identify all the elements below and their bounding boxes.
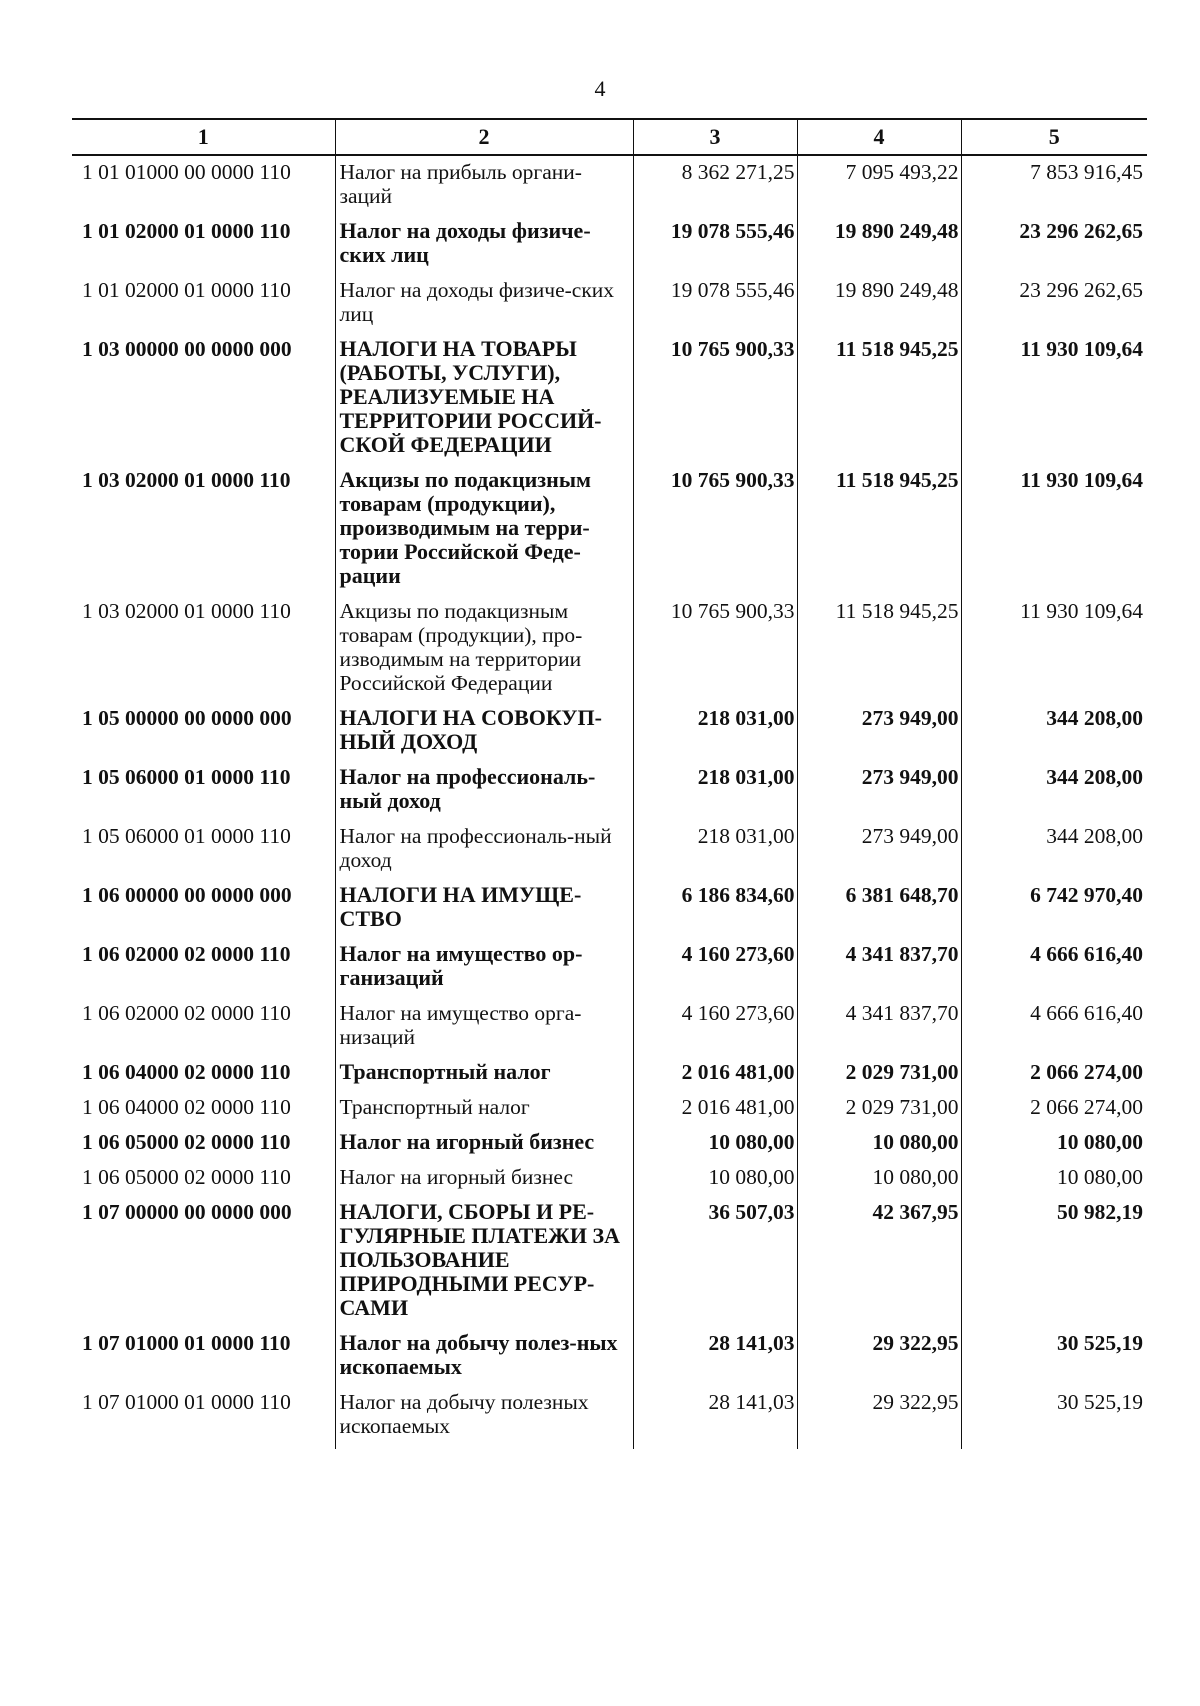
amount-year-2-cell: 4 341 837,70	[797, 942, 961, 1001]
table-row-summary	[72, 883, 1147, 942]
budget-code-cell: 1 06 05000 02 0000 110	[82, 1165, 291, 1189]
amount-year-3-cell: 4 666 616,40	[961, 1001, 1147, 1060]
budget-code-cell: 1 01 02000 01 0000 110	[82, 219, 291, 243]
budget-code-cell: 1 03 02000 01 0000 110	[82, 468, 291, 492]
amount-year-2-cell: 19 890 249,48	[797, 278, 961, 337]
revenue-name-cell: НАЛОГИ НА ИМУЩЕ-СТВО	[335, 883, 633, 942]
budget-code-cell: 1 07 01000 01 0000 110	[82, 1331, 291, 1355]
table-row	[72, 155, 1147, 219]
table-row-summary	[72, 468, 1147, 599]
revenue-name-cell: Транспортный налог	[335, 1095, 633, 1130]
table-row	[72, 278, 1147, 337]
column-header-year-3: 5	[961, 119, 1147, 155]
amount-year-2-cell: 11 518 945,25	[797, 337, 961, 468]
amount-year-3-cell: 23 296 262,65	[961, 219, 1147, 278]
amount-year-2-cell: 42 367,95	[797, 1200, 961, 1331]
amount-year-2-cell: 6 381 648,70	[797, 883, 961, 942]
revenue-name-cell: НАЛОГИ НА ТОВАРЫ (РАБОТЫ, УСЛУГИ), РЕАЛИЗУЕМЫЕ НА ТЕРРИТОРИИ РОССИЙ-СКОЙ ФЕДЕРАЦИИ	[335, 337, 633, 468]
budget-revenue-table	[72, 118, 1147, 1449]
budget-code-cell: 1 05 06000 01 0000 110	[82, 824, 291, 848]
table-row-summary	[72, 1060, 1147, 1095]
revenue-name-cell: Налог на доходы физиче-ских лиц	[335, 278, 633, 337]
amount-year-1-cell: 10 765 900,33	[633, 337, 797, 468]
revenue-name-cell: Налог на доходы физиче-ских лиц	[335, 219, 633, 278]
amount-year-3-cell: 11 930 109,64	[961, 468, 1147, 599]
table-row-summary	[72, 765, 1147, 824]
amount-year-1-cell: 218 031,00	[633, 824, 797, 883]
budget-code-cell: 1 07 01000 01 0000 110	[82, 1390, 291, 1414]
budget-code-cell: 1 05 00000 00 0000 000	[82, 706, 292, 730]
budget-code-cell: 1 03 02000 01 0000 110	[82, 599, 291, 623]
amount-year-3-cell: 344 208,00	[961, 824, 1147, 883]
amount-year-2-cell: 10 080,00	[797, 1165, 961, 1200]
revenue-name-cell: НАЛОГИ, СБОРЫ И РЕ-ГУЛЯРНЫЕ ПЛАТЕЖИ ЗА ПОЛЬЗОВАНИЕ ПРИРОДНЫМИ РЕСУР-САМИ	[335, 1200, 633, 1331]
revenue-name-cell: НАЛОГИ НА СОВОКУП-НЫЙ ДОХОД	[335, 706, 633, 765]
amount-year-1-cell: 10 765 900,33	[633, 599, 797, 706]
table-row	[72, 1165, 1147, 1200]
header-row	[72, 119, 1147, 155]
amount-year-1-cell: 28 141,03	[633, 1390, 797, 1449]
budget-code-cell: 1 03 00000 00 0000 000	[82, 337, 292, 361]
page-number: 4	[594, 76, 606, 101]
amount-year-1-cell: 4 160 273,60	[633, 942, 797, 1001]
revenue-name-cell: Налог на добычу полезных ископаемых	[335, 1390, 633, 1449]
table-header	[72, 119, 1147, 155]
amount-year-1-cell: 19 078 555,46	[633, 278, 797, 337]
revenue-name-cell: Налог на игорный бизнес	[335, 1165, 633, 1200]
column-header-year-2: 4	[797, 119, 961, 155]
table-row	[72, 599, 1147, 706]
amount-year-3-cell: 2 066 274,00	[961, 1060, 1147, 1095]
amount-year-3-cell: 10 080,00	[961, 1165, 1147, 1200]
column-header-code: 1	[72, 119, 335, 155]
table-row	[72, 1001, 1147, 1060]
amount-year-3-cell: 50 982,19	[961, 1200, 1147, 1331]
budget-code-cell: 1 06 04000 02 0000 110	[82, 1060, 291, 1084]
amount-year-3-cell: 6 742 970,40	[961, 883, 1147, 942]
table-row-summary	[72, 1331, 1147, 1390]
table-body	[72, 155, 1147, 1449]
table-row-summary	[72, 1130, 1147, 1165]
column-header-year-1: 3	[633, 119, 797, 155]
budget-code-cell: 1 05 06000 01 0000 110	[82, 765, 291, 789]
amount-year-3-cell: 11 930 109,64	[961, 337, 1147, 468]
table-row	[72, 1390, 1147, 1449]
amount-year-1-cell: 28 141,03	[633, 1331, 797, 1390]
amount-year-1-cell: 2 016 481,00	[633, 1060, 797, 1095]
revenue-name-cell: Налог на профессиональ-ный доход	[335, 765, 633, 824]
amount-year-1-cell: 36 507,03	[633, 1200, 797, 1331]
amount-year-2-cell: 11 518 945,25	[797, 468, 961, 599]
amount-year-2-cell: 29 322,95	[797, 1390, 961, 1449]
amount-year-3-cell: 11 930 109,64	[961, 599, 1147, 706]
amount-year-3-cell: 344 208,00	[961, 706, 1147, 765]
revenue-name-cell: Налог на добычу полез-ных ископаемых	[335, 1331, 633, 1390]
budget-code-cell: 1 06 02000 02 0000 110	[82, 942, 291, 966]
amount-year-1-cell: 10 080,00	[633, 1130, 797, 1165]
amount-year-1-cell: 6 186 834,60	[633, 883, 797, 942]
budget-code-cell: 1 01 01000 00 0000 110	[82, 160, 291, 184]
table-row-summary	[72, 942, 1147, 1001]
budget-code-cell: 1 06 00000 00 0000 000	[82, 883, 292, 907]
amount-year-1-cell: 218 031,00	[633, 706, 797, 765]
amount-year-1-cell: 4 160 273,60	[633, 1001, 797, 1060]
amount-year-2-cell: 10 080,00	[797, 1130, 961, 1165]
amount-year-2-cell: 273 949,00	[797, 765, 961, 824]
amount-year-3-cell: 7 853 916,45	[961, 155, 1147, 219]
amount-year-3-cell: 344 208,00	[961, 765, 1147, 824]
table-row	[72, 1095, 1147, 1130]
revenue-name-cell: Налог на имущество ор-ганизаций	[335, 942, 633, 1001]
budget-code-cell: 1 06 02000 02 0000 110	[82, 1001, 291, 1025]
amount-year-2-cell: 273 949,00	[797, 706, 961, 765]
amount-year-2-cell: 11 518 945,25	[797, 599, 961, 706]
revenue-name-cell: Налог на прибыль органи-заций	[335, 155, 633, 219]
revenue-name-cell: Налог на профессиональ-ный доход	[335, 824, 633, 883]
amount-year-3-cell: 30 525,19	[961, 1331, 1147, 1390]
amount-year-1-cell: 10 765 900,33	[633, 468, 797, 599]
amount-year-3-cell: 4 666 616,40	[961, 942, 1147, 1001]
amount-year-3-cell: 2 066 274,00	[961, 1095, 1147, 1130]
column-header-name: 2	[335, 119, 633, 155]
table-row-summary	[72, 219, 1147, 278]
budget-code-cell: 1 06 04000 02 0000 110	[82, 1095, 291, 1119]
amount-year-2-cell: 29 322,95	[797, 1331, 961, 1390]
revenue-name-cell: Налог на имущество орга-низаций	[335, 1001, 633, 1060]
table-row	[72, 824, 1147, 883]
amount-year-1-cell: 19 078 555,46	[633, 219, 797, 278]
amount-year-2-cell: 273 949,00	[797, 824, 961, 883]
amount-year-2-cell: 19 890 249,48	[797, 219, 961, 278]
amount-year-2-cell: 2 029 731,00	[797, 1095, 961, 1130]
revenue-name-cell: Транспортный налог	[335, 1060, 633, 1095]
amount-year-2-cell: 2 029 731,00	[797, 1060, 961, 1095]
table-row-summary	[72, 1200, 1147, 1331]
amount-year-1-cell: 10 080,00	[633, 1165, 797, 1200]
table-row-summary	[72, 337, 1147, 468]
amount-year-1-cell: 8 362 271,25	[633, 155, 797, 219]
amount-year-2-cell: 7 095 493,22	[797, 155, 961, 219]
amount-year-2-cell: 4 341 837,70	[797, 1001, 961, 1060]
amount-year-3-cell: 10 080,00	[961, 1130, 1147, 1165]
budget-code-cell: 1 06 05000 02 0000 110	[82, 1130, 291, 1154]
revenue-name-cell: Налог на игорный бизнес	[335, 1130, 633, 1165]
budget-code-cell: 1 01 02000 01 0000 110	[82, 278, 291, 302]
amount-year-3-cell: 30 525,19	[961, 1390, 1147, 1449]
amount-year-1-cell: 2 016 481,00	[633, 1095, 797, 1130]
table-row-summary	[72, 706, 1147, 765]
revenue-name-cell: Акцизы по подакцизным товарам (продукции), про-изводимым на территории Российской Федерации	[335, 599, 633, 706]
amount-year-3-cell: 23 296 262,65	[961, 278, 1147, 337]
revenue-name-cell: Акцизы по подакцизным товарам (продукции), производимым на терри-тории Российской Феде-рации	[335, 468, 633, 599]
amount-year-1-cell: 218 031,00	[633, 765, 797, 824]
budget-code-cell: 1 07 00000 00 0000 000	[82, 1200, 292, 1224]
